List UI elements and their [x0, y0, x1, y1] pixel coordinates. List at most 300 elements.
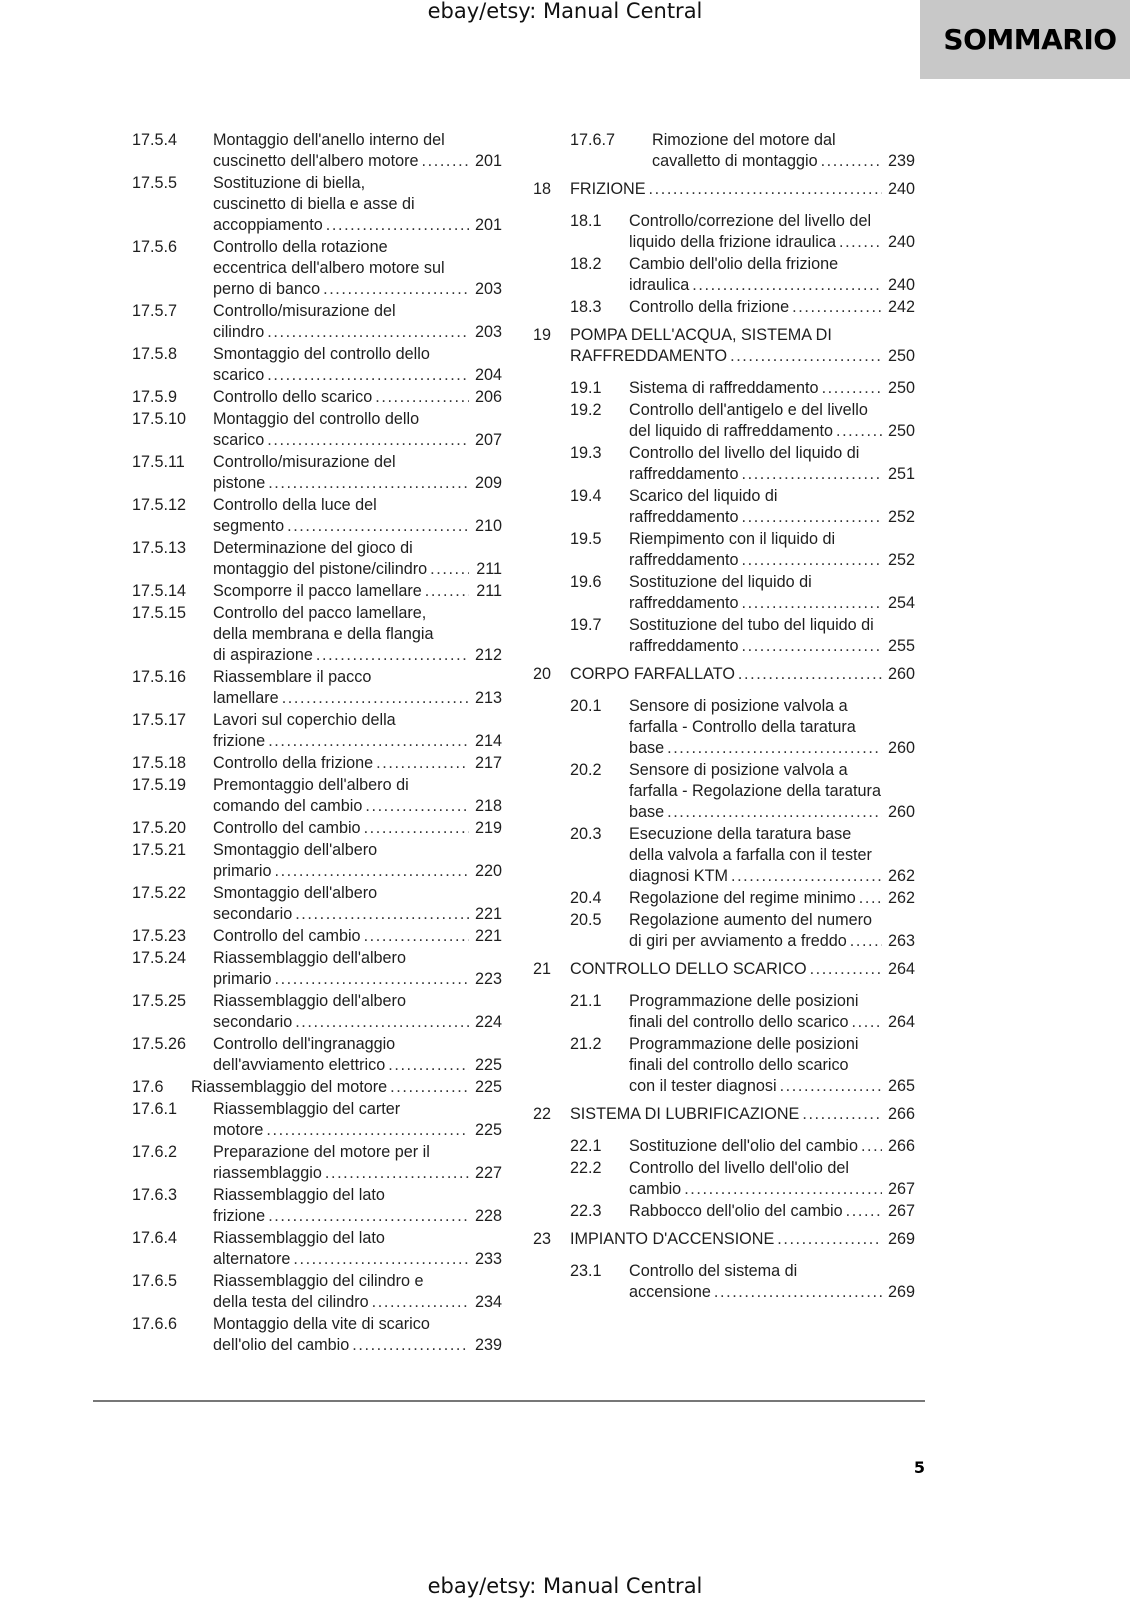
toc-entry	[533, 572, 915, 614]
toc-entry	[533, 1136, 915, 1157]
dot-leader	[323, 279, 469, 300]
dot-leader	[742, 593, 883, 614]
toc-entry-number: 17.5.6	[132, 238, 178, 256]
toc-entry-page: 214	[474, 732, 502, 750]
toc-entry	[533, 1201, 915, 1222]
toc-entry-number: 20.5	[570, 911, 602, 929]
toc-entry-page: 266	[887, 1137, 915, 1155]
toc-entry-number: 19.7	[570, 616, 602, 634]
dot-leader	[326, 215, 469, 236]
toc-entry-title-line: finali del controllo dello scarico	[629, 1056, 849, 1074]
toc-entry-number: 17.5.16	[132, 668, 187, 686]
dot-leader	[425, 581, 469, 602]
toc-entry	[132, 237, 502, 300]
toc-entry	[132, 1185, 502, 1227]
toc-entry-title-line: Programmazione delle posizioni	[629, 992, 859, 1010]
toc-entry	[132, 775, 502, 817]
toc-entry	[132, 301, 502, 343]
toc-entry	[533, 130, 915, 172]
toc-entry-title-line: Sensore di posizione valvola a	[629, 761, 848, 779]
toc-entry	[132, 344, 502, 386]
toc-entry-page: 212	[474, 646, 502, 664]
toc-entry-title-line: cuscinetto dell'albero motore	[213, 152, 419, 170]
toc-entry-page: 264	[887, 1013, 915, 1031]
dot-leader	[850, 931, 882, 952]
toc-entry-title-line: Controllo del sistema di	[629, 1262, 798, 1280]
dot-leader	[274, 861, 469, 882]
dot-leader	[430, 559, 469, 580]
toc-entry	[533, 443, 915, 485]
dot-leader	[738, 664, 882, 685]
toc-entry-number: 22	[533, 1105, 552, 1123]
toc-entry-number: 19.2	[570, 401, 602, 419]
toc-entry-page: 266	[887, 1105, 915, 1123]
toc-entry-title-line: Lavori sul coperchio della	[213, 711, 396, 729]
toc-entry-title-line: Riassemblaggio del cilindro e	[213, 1272, 424, 1290]
toc-entry-number: 17.6.4	[132, 1229, 178, 1247]
toc-entry-title-line: dell'avviamento elettrico	[213, 1056, 386, 1074]
toc-right-column	[533, 130, 915, 1304]
toc-entry	[132, 1077, 502, 1098]
toc-entry	[132, 840, 502, 882]
toc-entry-number: 19.3	[570, 444, 602, 462]
toc-entry-page: 260	[887, 665, 915, 683]
dot-leader	[268, 1206, 469, 1227]
toc-entry-page: 263	[887, 932, 915, 950]
toc-entry-number: 17.6.5	[132, 1272, 178, 1290]
toc-entry-title-line: scarico	[213, 366, 265, 384]
toc-entry-title-line: Controllo della frizione	[629, 298, 790, 316]
toc-entry-title-line: Sostituzione del liquido di	[629, 573, 812, 591]
toc-entry-page: 225	[474, 1121, 502, 1139]
dot-leader	[375, 387, 469, 408]
toc-entry-page: 206	[474, 388, 502, 406]
toc-entry	[132, 991, 502, 1033]
toc-entry-number: 19	[533, 326, 552, 344]
dot-leader	[742, 636, 883, 657]
toc-entry	[533, 254, 915, 296]
toc-entry-number: 17.5.14	[132, 582, 187, 600]
toc-entry-number: 17.6	[132, 1078, 164, 1096]
toc-entry-title-line: Smontaggio del controllo dello	[213, 345, 430, 363]
toc-entry-page: 204	[474, 366, 502, 384]
toc-entry-title-line: cavalletto di montaggio	[652, 152, 818, 170]
dot-leader	[846, 1201, 882, 1222]
toc-entry-number: 17.5.11	[132, 453, 185, 471]
toc-entry	[533, 824, 915, 887]
toc-entry-number: 17.5.21	[132, 841, 187, 859]
toc-entry-title-line: CONTROLLO DELLO SCARICO	[570, 960, 807, 978]
toc-entry-number: 17.5.22	[132, 884, 187, 902]
toc-entry-title-line: Riassemblaggio del carter	[213, 1100, 401, 1118]
toc-chapter	[533, 959, 915, 980]
toc-entry-number: 18.2	[570, 255, 602, 273]
toc-entry-title-line: Sostituzione del tubo del liquido di	[629, 616, 874, 634]
toc-entry-title-line: frizione	[213, 1207, 266, 1225]
toc-entry	[132, 538, 502, 580]
dot-leader	[822, 378, 882, 399]
toc-entry-title-line: Sensore di posizione valvola a	[629, 697, 848, 715]
toc-entry-title-line: base	[629, 803, 665, 821]
toc-entry-number: 17.5.26	[132, 1035, 187, 1053]
toc-entry-page: 250	[887, 379, 915, 397]
toc-entry-title-line: Riassemblaggio dell'albero	[213, 949, 406, 967]
toc-entry-page: 255	[887, 637, 915, 655]
toc-entry	[132, 495, 502, 537]
toc-entry-page: 242	[887, 298, 915, 316]
toc-entry-page: 265	[887, 1077, 915, 1095]
toc-entry	[132, 1271, 502, 1313]
toc-entry	[132, 667, 502, 709]
toc-entry-page: 218	[474, 797, 502, 815]
dot-leader	[839, 232, 882, 253]
toc-entry-number: 18.1	[570, 212, 602, 230]
toc-entry-title-line: FRIZIONE	[570, 180, 646, 198]
dot-leader	[364, 926, 469, 947]
toc-entry-page: 225	[474, 1078, 502, 1096]
toc-entry-number: 17.5.18	[132, 754, 187, 772]
dot-leader	[267, 430, 469, 451]
dot-leader	[730, 346, 882, 367]
toc-entry-title-line: Riassemblaggio del motore	[191, 1078, 388, 1096]
toc-entry-page: 252	[887, 508, 915, 526]
toc-entry-title-line: secondario	[213, 1013, 293, 1031]
dot-leader	[742, 550, 883, 571]
toc-entry-page: 211	[476, 560, 502, 578]
toc-entry-number: 19.6	[570, 573, 602, 591]
dot-leader	[777, 1229, 882, 1250]
toc-entry-page: 219	[474, 819, 502, 837]
toc-entry	[132, 818, 502, 839]
toc-entry	[533, 529, 915, 571]
toc-entry-title-line: Sostituzione di biella,	[213, 174, 366, 192]
toc-entry	[132, 1142, 502, 1184]
toc-entry-page: 223	[474, 970, 502, 988]
toc-entry	[533, 297, 915, 318]
toc-chapter	[533, 1104, 915, 1125]
toc-entry-page: 201	[474, 216, 502, 234]
toc-entry-number: 22.3	[570, 1202, 602, 1220]
toc-entry-title-line: Controllo del cambio	[213, 819, 361, 837]
toc-entry-title-line: cilindro	[213, 323, 265, 341]
dot-leader	[293, 1249, 469, 1270]
toc-entry-title-line: finali del controllo dello scarico	[629, 1013, 849, 1031]
dot-leader	[692, 275, 882, 296]
toc-entry-page: 213	[474, 689, 502, 707]
toc-entry-page: 203	[474, 280, 502, 298]
toc-entry-page: 240	[887, 276, 915, 294]
toc-entry-title-line: Rimozione del motore dal	[652, 131, 836, 149]
dot-leader	[792, 297, 882, 318]
dot-leader	[287, 516, 469, 537]
toc-entry-title-line: Sistema di raffreddamento	[629, 379, 819, 397]
toc-entry-title-line: segmento	[213, 517, 285, 535]
dot-leader	[282, 688, 469, 709]
toc-entry-title-line: Regolazione del regime minimo	[629, 889, 856, 907]
toc-entry-title-line: primario	[213, 970, 272, 988]
dot-leader	[859, 888, 882, 909]
toc-entry-title-line: liquido della frizione idraulica	[629, 233, 836, 251]
toc-entry-title-line: motore	[213, 1121, 264, 1139]
toc-entry-title-line: Scarico del liquido di	[629, 487, 778, 505]
toc-entry-title-line: comando del cambio	[213, 797, 363, 815]
watermark-top: ebay/etsy: Manual Central	[427, 0, 703, 23]
toc-entry-page: 227	[474, 1164, 502, 1182]
dot-leader	[267, 365, 469, 386]
toc-entry	[533, 211, 915, 253]
page-number: 5	[913, 1458, 925, 1477]
toc-entry-title-line: cambio	[629, 1180, 682, 1198]
toc-entry-title-line: farfalla - Controllo della taratura	[629, 718, 856, 736]
dot-leader	[714, 1282, 882, 1303]
dot-leader	[742, 464, 883, 485]
toc-entry	[132, 753, 502, 774]
dot-leader	[731, 866, 882, 887]
toc-entry-title-line: Controllo del pacco lamellare,	[213, 604, 427, 622]
toc-entry-title-line: della membrana e della flangia	[213, 625, 434, 643]
toc-entry-page: 260	[887, 739, 915, 757]
toc-entry-page: 251	[887, 465, 915, 483]
dot-leader	[325, 1163, 469, 1184]
dot-leader	[295, 904, 469, 925]
toc-entry-page: 221	[474, 905, 502, 923]
toc-entry-title-line: Riassemblaggio del lato	[213, 1186, 385, 1204]
toc-entry	[533, 615, 915, 657]
toc-entry-title-line: della valvola a farfalla con il tester	[629, 846, 872, 864]
dot-leader	[268, 731, 469, 752]
toc-entry-title-line: raffreddamento	[629, 465, 739, 483]
toc-entry-number: 17.5.4	[132, 131, 178, 149]
toc-entry-number: 18.3	[570, 298, 602, 316]
toc-entry-title-line: Sostituzione dell'olio del cambio	[629, 1137, 858, 1155]
toc-entry	[132, 173, 502, 236]
toc-entry-page: 209	[474, 474, 502, 492]
toc-entry	[132, 1034, 502, 1076]
toc-entry	[132, 387, 502, 408]
toc-entry	[533, 760, 915, 823]
toc-entry-number: 22.2	[570, 1159, 602, 1177]
dot-leader	[836, 421, 882, 442]
toc-entry-page: 225	[474, 1056, 502, 1074]
toc-entry-title-line: Programmazione delle posizioni	[629, 1035, 859, 1053]
toc-entry-title-line: raffreddamento	[629, 637, 739, 655]
toc-entry-page: 252	[887, 551, 915, 569]
toc-entry-title-line: della testa del cilindro	[213, 1293, 369, 1311]
toc-entry-title-line: Controllo dell'antigelo e del livello	[629, 401, 868, 419]
toc-entry-title-line: Smontaggio dell'albero	[213, 841, 378, 859]
toc-entry-title-line: accoppiamento	[213, 216, 323, 234]
toc-entry	[533, 378, 915, 399]
toc-entry-number: 22.1	[570, 1137, 602, 1155]
dot-leader	[364, 818, 469, 839]
footer-divider	[93, 1400, 925, 1402]
dot-leader	[376, 753, 469, 774]
toc-entry-number: 17.5.12	[132, 496, 187, 514]
toc-entry-number: 17.5.13	[132, 539, 187, 557]
toc-entry-page: 269	[887, 1230, 915, 1248]
toc-chapter	[533, 179, 915, 200]
toc-entry-title-line: scarico	[213, 431, 265, 449]
dot-leader	[267, 322, 469, 343]
toc-entry-page: 201	[474, 152, 502, 170]
toc-entry	[533, 910, 915, 952]
dot-leader	[802, 1104, 882, 1125]
toc-entry-title-line: secondario	[213, 905, 293, 923]
toc-entry-title-line: raffreddamento	[629, 551, 739, 569]
toc-entry-title-line: Controllo della frizione	[213, 754, 374, 772]
toc-entry-title-line: Controllo/correzione del livello del	[629, 212, 872, 230]
toc-entry	[533, 888, 915, 909]
toc-entry-number: 20.3	[570, 825, 602, 843]
toc-chapter	[533, 325, 915, 367]
toc-entry-title-line: Montaggio del controllo dello	[213, 410, 420, 428]
toc-entry-number: 19.4	[570, 487, 602, 505]
toc-entry-number: 17.5.10	[132, 410, 187, 428]
toc-entry-title-line: lamellare	[213, 689, 279, 707]
toc-entry	[132, 581, 502, 602]
toc-entry-title-line: SISTEMA DI LUBRIFICAZIONE	[570, 1105, 800, 1123]
dot-leader	[821, 151, 882, 172]
toc-entry-title-line: Controllo della luce del	[213, 496, 377, 514]
toc-entry-title-line: di aspirazione	[213, 646, 313, 664]
dot-leader	[372, 1292, 469, 1313]
toc-entry-number: 20.4	[570, 889, 602, 907]
toc-entry-title-line: base	[629, 739, 665, 757]
toc-entry-page: 250	[887, 422, 915, 440]
toc-entry-title-line: farfalla - Regolazione della taratura	[629, 782, 881, 800]
toc-entry-title-line: Controllo del livello dell'olio del	[629, 1159, 849, 1177]
toc-entry-page: 267	[887, 1180, 915, 1198]
toc-entry-page: 203	[474, 323, 502, 341]
toc-entry-number: 18	[533, 180, 552, 198]
toc-entry-page: 217	[474, 754, 502, 772]
toc-entry-number: 17.5.17	[132, 711, 187, 729]
toc-entry-title-line: frizione	[213, 732, 266, 750]
toc-entry	[132, 409, 502, 451]
section-tab-sommario: SOMMARIO	[920, 0, 1130, 79]
toc-entry-title-line: pistone	[213, 474, 266, 492]
toc-entry	[132, 1099, 502, 1141]
dot-leader	[861, 1136, 882, 1157]
toc-entry-title-line: accensione	[629, 1283, 711, 1301]
toc-entry-title-line: Controllo dell'ingranaggio	[213, 1035, 396, 1053]
toc-entry-page: 240	[887, 233, 915, 251]
toc-entry-title-line: idraulica	[629, 276, 690, 294]
toc-entry-title-line: Cambio dell'olio della frizione	[629, 255, 839, 273]
toc-entry-title-line: Smontaggio dell'albero	[213, 884, 378, 902]
toc-entry-number: 21	[533, 960, 552, 978]
toc-entry-title-line: perno di banco	[213, 280, 321, 298]
toc-entry	[132, 1228, 502, 1270]
toc-entry-page: 207	[474, 431, 502, 449]
toc-entry	[132, 926, 502, 947]
dot-leader	[295, 1012, 469, 1033]
toc-entry-page: 211	[476, 582, 502, 600]
toc-chapter	[533, 664, 915, 685]
dot-leader	[352, 1335, 469, 1356]
dot-leader	[667, 802, 882, 823]
toc-entry-title-line: eccentrica dell'albero motore sul	[213, 259, 445, 277]
toc-entry-title-line: Regolazione aumento del numero	[629, 911, 872, 929]
toc-entry	[132, 452, 502, 494]
toc-entry-page: 228	[474, 1207, 502, 1225]
toc-entry-title-line: dell'olio del cambio	[213, 1336, 350, 1354]
toc-entry-number: 17.5.23	[132, 927, 187, 945]
toc-entry-title-line: primario	[213, 862, 272, 880]
toc-entry-page: 239	[887, 152, 915, 170]
toc-entry-number: 21.1	[570, 992, 602, 1010]
toc-entry-number: 17.5.7	[132, 302, 178, 320]
toc-entry	[533, 991, 915, 1033]
dot-leader	[268, 473, 469, 494]
toc-entry-title-line: del liquido di raffreddamento	[629, 422, 833, 440]
toc-left-column	[132, 130, 502, 1357]
dot-leader	[274, 969, 469, 990]
toc-entry-title-line: Controllo dello scarico	[213, 388, 373, 406]
toc-entry-number: 17.6.1	[132, 1100, 178, 1118]
toc-entry-page: 239	[474, 1336, 502, 1354]
toc-entry-page: 233	[474, 1250, 502, 1268]
toc-chapter	[533, 1229, 915, 1250]
toc-entry-page: 262	[887, 867, 915, 885]
toc-entry-title-line: Riassemblaggio del lato	[213, 1229, 385, 1247]
toc-entry	[533, 486, 915, 528]
dot-leader	[422, 151, 469, 172]
toc-entry-title-line: cuscinetto di biella e asse di	[213, 195, 415, 213]
dot-leader	[365, 796, 469, 817]
toc-entry-page: 240	[887, 180, 915, 198]
dot-leader	[780, 1076, 882, 1097]
dot-leader	[316, 645, 469, 666]
toc-entry-title-line: RAFFREDDAMENTO	[570, 347, 728, 365]
dot-leader	[390, 1077, 469, 1098]
dot-leader	[649, 179, 882, 200]
dot-leader	[684, 1179, 882, 1200]
toc-entry-title-line: Montaggio della vite di scarico	[213, 1315, 430, 1333]
toc-entry-number: 17.5.25	[132, 992, 187, 1010]
toc-entry-page: 221	[474, 927, 502, 945]
toc-entry-page: 260	[887, 803, 915, 821]
toc-entry	[132, 710, 502, 752]
toc-entry-title-line: Riassemblaggio dell'albero	[213, 992, 406, 1010]
toc-entry-number: 20.2	[570, 761, 602, 779]
toc-entry-page: 234	[474, 1293, 502, 1311]
toc-entry-page: 250	[887, 347, 915, 365]
toc-entry-title-line: Preparazione del motore per il	[213, 1143, 430, 1161]
toc-entry-title-line: Controllo della rotazione	[213, 238, 388, 256]
toc-entry	[533, 1261, 915, 1303]
toc-entry-title-line: Controllo del livello del liquido di	[629, 444, 860, 462]
toc-entry-title-line: di giri per avviamento a freddo	[629, 932, 847, 950]
toc-entry-title-line: Determinazione del gioco di	[213, 539, 413, 557]
toc-entry	[132, 948, 502, 990]
toc-entry-page: 220	[474, 862, 502, 880]
dot-leader	[667, 738, 882, 759]
toc-entry-title-line: Scomporre il pacco lamellare	[213, 582, 422, 600]
toc-entry	[132, 1314, 502, 1356]
dot-leader	[810, 959, 882, 980]
toc-entry-title-line: Controllo del cambio	[213, 927, 361, 945]
toc-entry-number: 17.5.19	[132, 776, 187, 794]
dot-leader	[742, 507, 883, 528]
dot-leader	[388, 1055, 469, 1076]
toc-entry-number: 17.5.24	[132, 949, 187, 967]
toc-entry-title-line: Rabbocco dell'olio del cambio	[629, 1202, 843, 1220]
watermark-bottom: ebay/etsy: Manual Central	[427, 1574, 703, 1598]
toc-entry-number: 17.5.15	[132, 604, 187, 622]
toc-entry-title-line: Riassemblare il pacco	[213, 668, 372, 686]
toc-entry-number: 17.6.7	[570, 131, 616, 149]
